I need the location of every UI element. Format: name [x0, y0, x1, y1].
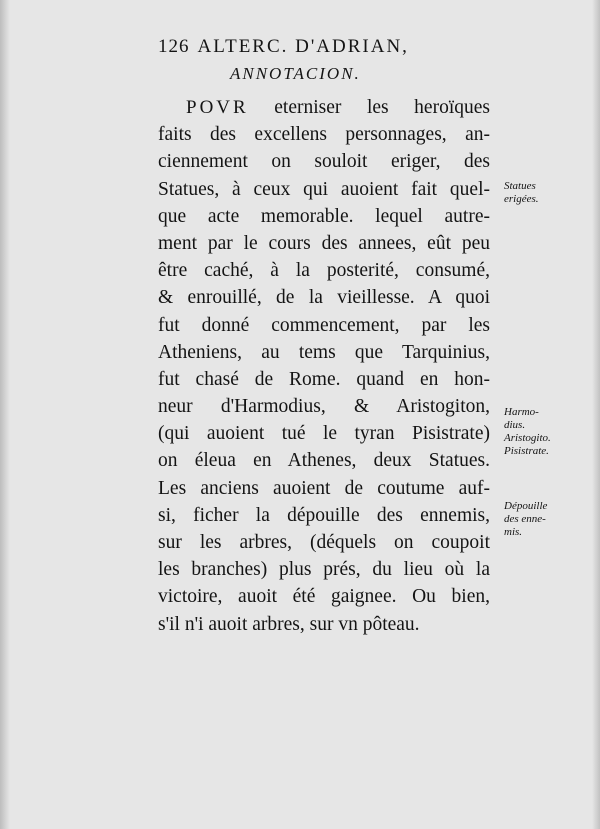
running-head	[158, 36, 458, 58]
text-line: neur d'Harmodius, & Aristogiton,	[158, 396, 490, 418]
text-line: on éleua en Athenes, deux Statues.	[158, 450, 490, 472]
text-line: faits des excellens personnages, an-	[158, 124, 490, 146]
text-line: (qui auoient tué le tyran Pisistrate)	[158, 423, 490, 445]
margin-note-harmodius: Harmo- dius. Aristogito. Pisistrate.	[504, 406, 551, 457]
text-line: & enrouillé, de la vieillesse. A quoi	[158, 287, 490, 309]
text-line: si, ficher la dépouille des ennemis,	[158, 504, 490, 526]
text-line: Atheniens, au tems que Tarquinius,	[158, 341, 490, 363]
page-edge-right	[592, 0, 600, 829]
page-edge-left	[0, 0, 10, 829]
text-line: s'il n'i auoit arbres, sur vn pôteau.	[158, 613, 420, 635]
text-line: être caché, à la posterité, consumé,	[158, 260, 490, 282]
text-line: fut donné commencement, par les	[158, 314, 490, 336]
text-line: les branches) plus prés, du lieu où la	[158, 559, 490, 581]
page-number: 126	[158, 36, 190, 57]
text-line: Statues, à ceux qui auoient fait quel-	[158, 178, 490, 200]
drop-word: POVR	[186, 97, 249, 118]
text-line: ciennement on souloit eriger, des	[158, 151, 490, 173]
text-line: sur les arbres, (déquels on coupoit	[158, 532, 490, 553]
margin-note-depouille: Dépouille des enne- mis.	[504, 500, 548, 538]
text-line: ment par le cours des annees, eût peu	[158, 232, 490, 254]
body-paragraph	[158, 94, 490, 638]
text-line: fut chasé de Rome. quand en hon-	[158, 368, 490, 390]
text-line: POVR eterniser les heroïques	[186, 97, 490, 118]
text-line: que acte memorable. lequel autre-	[158, 205, 490, 227]
section-heading: ANNOTACION.	[230, 64, 361, 83]
text-line: Les anciens auoient de coutume auf-	[158, 477, 490, 499]
text-line: victoire, auoit été gaignee. Ou bien,	[158, 586, 490, 608]
running-title: ALTERC. D'ADRIAN,	[197, 36, 409, 57]
margin-note-statues: Statues erigées.	[504, 180, 539, 205]
